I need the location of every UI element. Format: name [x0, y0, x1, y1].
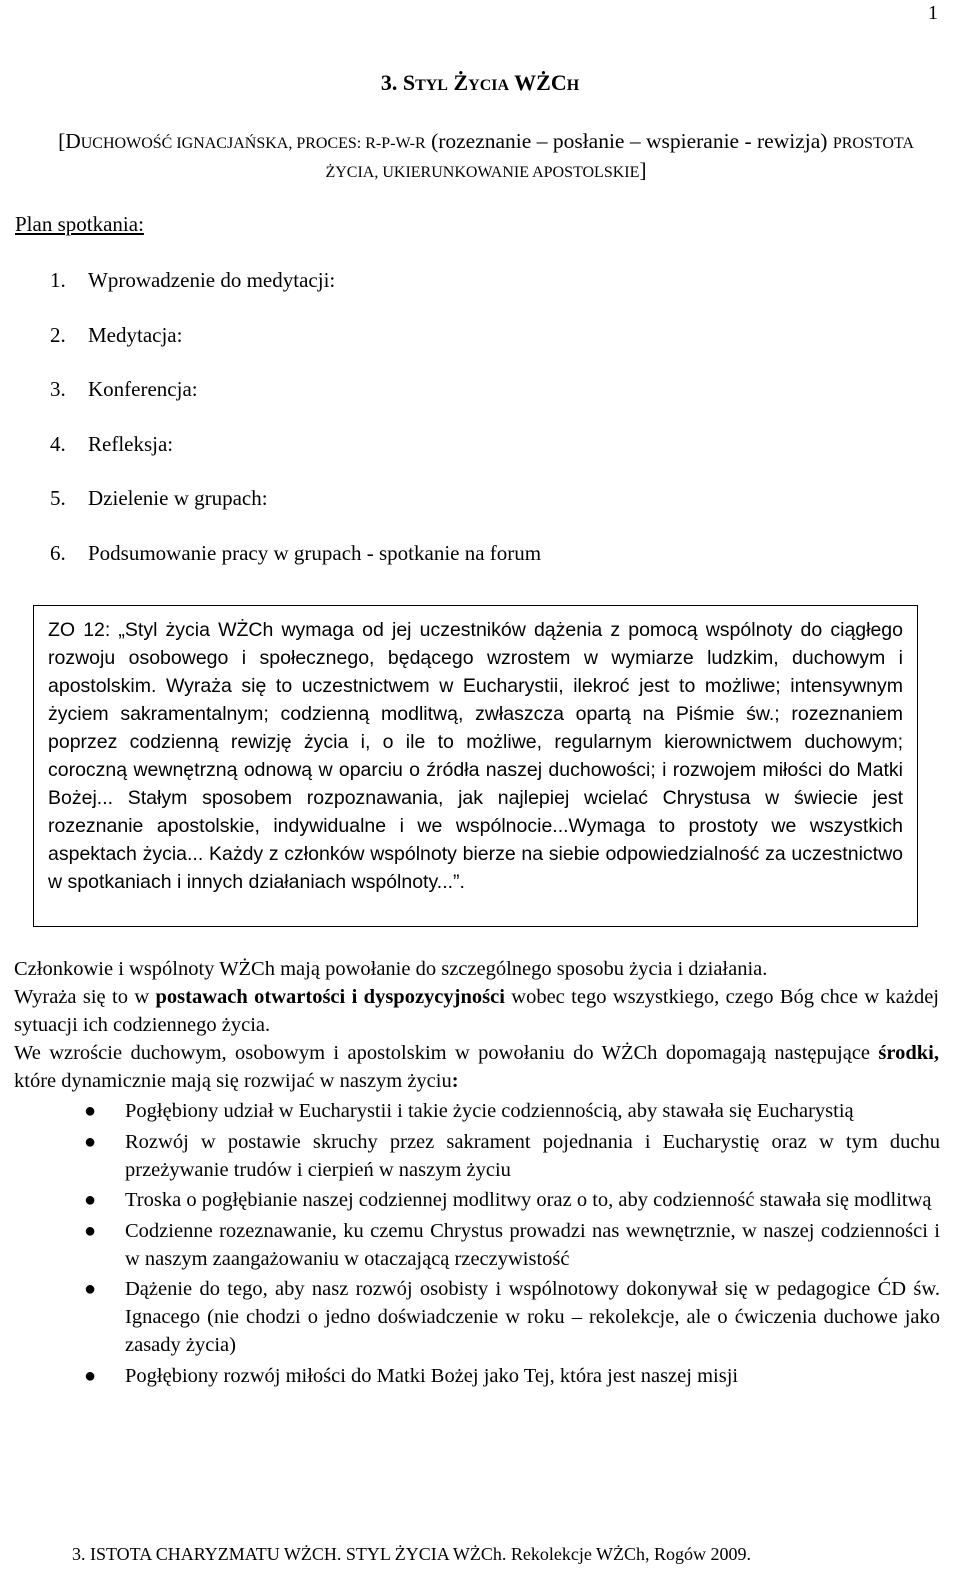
bullet-icon: ● [84, 1219, 97, 1242]
list-item: ● Rozwój w postawie skruchy przez sakrament pojednania i Eucharystię oraz w tym duchu przeżywanie trudów i cierpień w naszym życiu [84, 1128, 940, 1184]
agenda-item: 2. Medytacja: [50, 322, 183, 347]
bullet-icon: ● [84, 1100, 97, 1122]
list-item: ● Codzienne rozeznawanie, ku czemu Chrystus prowadzi nas wewnętrznie, w naszej codzienności i w naszym zaangażowaniu w otaczającą rzeczywistość [84, 1217, 940, 1273]
agenda-item: 6. Podsumowanie pracy w grupach - spotkanie na forum [50, 540, 542, 565]
plan-heading: Plan spotkania: [15, 212, 144, 236]
list-item: ● Dążenie do tego, aby nasz rozwój osobisty i wspólnotowy dokonywał się w pedagogice ĆD św. Ignacego (nie chodzi o jedno doświadczenie w roku – rekolekcje, ale o ćwiczenia duchowe jako zasady życia) [84, 1275, 940, 1359]
paragraph: We wzroście duchowym, osobowym i apostolskim w powołaniu do WŻCh dopomagają następujące środki, które dynamicznie mają się rozwijać w naszym życiu: [14, 1042, 939, 1092]
agenda-item: 3. Konferencja: [50, 377, 198, 401]
body-text [14, 955, 939, 1095]
bullet-icon: ● [84, 1364, 97, 1387]
bullet-icon: ● [84, 1130, 97, 1153]
bullet-list [84, 1097, 940, 1392]
page-subtitle: [DUCHOWOŚĆ IGNACJAŃSKA, PROCES: R-P-W-R (rozeznanie – posłanie – wspieranie - rewizja) PROSTOTA ŻYCIA, UKIERUNKOWANIE APOSTOLSKIE] [58, 129, 914, 182]
agenda-item: 4. Refleksja: [50, 431, 174, 456]
agenda-item: 1. Wprowadzenie do medytacji: [50, 268, 336, 292]
bullet-icon: ● [84, 1278, 97, 1300]
paragraph: Członkowie i wspólnoty WŻCh mają powołanie do szczególnego sposobu życia i działania. Wyraża się to w postawach otwartości i dyspozycyjności wobec tego wszystkiego, czego Bóg chce w każdej sytuacji ich codziennego życia. [14, 958, 939, 1036]
quote-box: ZO 12: „Styl życia WŻCh wymaga od jej uczestników dążenia z pomocą wspólnoty do ciągłego rozwoju osobowego i społecznego, będącego wzrostem w wymiarze ludzkim, duchowym i apostolskim. Wyraża się to uczestnictwem w Eucharystii, ilekroć jest to możliwe; intensywnym życiem sakramentalnym; codzienną modlitwą, zwłaszcza opartą na Piśmie św.; rozeznaniem poprzez codzienną rewizję życia i, o ile to możliwe, regularnym kierownictwem duchowym; coroczną wewnętrzną odnową w oparciu o źródła naszej duchowości; i rozwojem miłości do Matki Bożej... Stałym sposobem rozpoznawania, jak najlepiej wcielać Chrystusa w świecie jest rozeznanie apostolskie, indywidualne i we wspólnocie...Wymaga to prostoty we wszystkich aspektach życia... Każdy z członków wspólnoty bierze na siebie odpowiedzialność za uczestnictwo w spotkaniach i innych działaniach wspólnoty...”. [33, 605, 918, 927]
agenda-list [50, 268, 541, 595]
agenda-item: 5. Dzielenie w grupach: [50, 486, 268, 510]
bullet-icon: ● [84, 1189, 97, 1211]
page-number: 1 [928, 2, 938, 24]
list-item: ● Troska o pogłębianie naszej codziennej modlitwy oraz o to, aby codzienność stawała się modlitwą [84, 1186, 940, 1214]
list-item: ● Pogłębiony rozwój miłości do Matki Bożej jako Tej, która jest naszej misji [84, 1362, 940, 1390]
list-item: ● Pogłębiony udział w Eucharystii i takie życie codziennością, aby stawała się Eucharystią [84, 1097, 940, 1125]
footer: 3. ISTOTA CHARYZMATU WŻCH. STYL ŻYCIA WŻCh. Rekolekcje WŻCh, Rogów 2009. [72, 1544, 752, 1564]
page-title: 3. STYL ŻYCIA WŻCH [380, 70, 580, 95]
